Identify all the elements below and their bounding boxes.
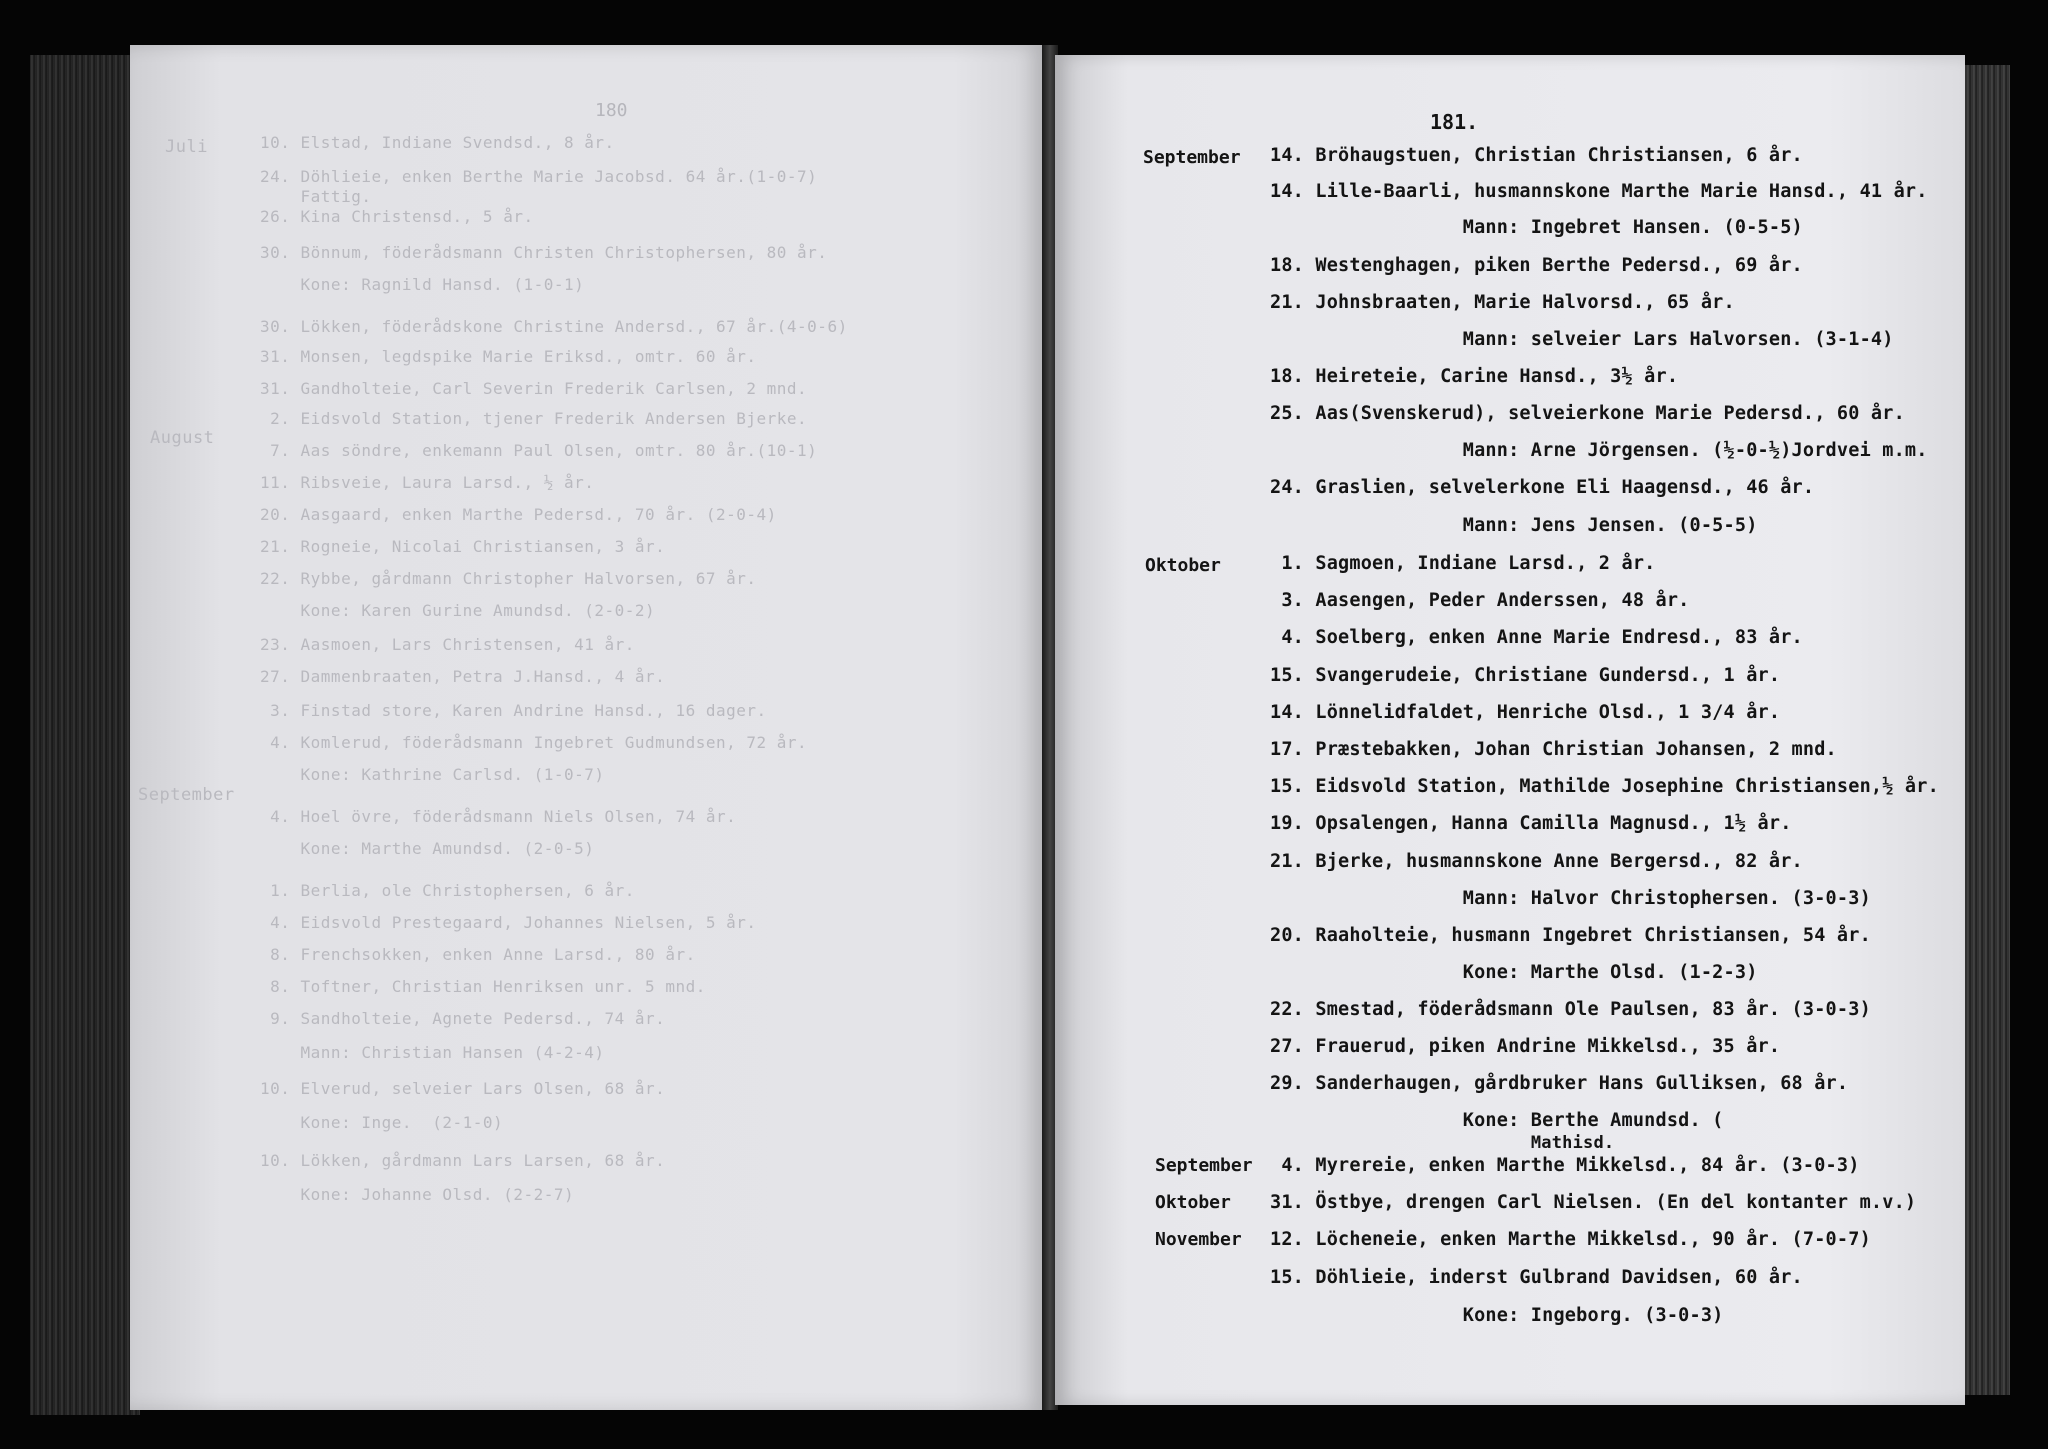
right-page <box>1055 55 1965 1405</box>
left-month-august: August <box>150 428 215 448</box>
book-edge-left <box>30 55 140 1415</box>
entry-line: 31. Östbye, drengen Carl Nielsen. (En del kontanter m.v.) <box>1270 1192 1917 1213</box>
left-line: 31. Monsen, legdspike Marie Eriksd., omtr. 60 år. <box>260 347 757 366</box>
entry-line: 14. Bröhaugstuen, Christian Christiansen, 6 år. <box>1270 145 1803 166</box>
left-line: 23. Aasmoen, Lars Christensen, 41 år. <box>260 635 635 654</box>
month-september: September <box>1143 147 1241 168</box>
month-oktober-2: Oktober <box>1155 1192 1231 1213</box>
left-line: 30. Lökken, föderådskone Christine Andersd., 67 år.(4-0-6) <box>260 317 848 336</box>
left-line: 24. Döhlieie, enken Berthe Marie Jacobsd. 64 år.(1-0-7) <box>260 167 818 186</box>
left-line: 26. Kina Christensd., 5 år. <box>260 207 534 226</box>
entry-line: 1. Sagmoen, Indiane Larsd., 2 år. <box>1270 553 1656 574</box>
entry-line: 4. Myrereie, enken Marthe Mikkelsd., 84 år. (3-0-3) <box>1270 1155 1860 1176</box>
left-line: 31. Gandholteie, Carl Severin Frederik Carlsen, 2 mnd. <box>260 379 808 398</box>
entry-line: Kone: Berthe Amundsd. ( <box>1270 1110 1724 1131</box>
entry-line: 18. Heireteie, Carine Hansd., 3½ år. <box>1270 366 1679 387</box>
entry-line: 21. Johnsbraaten, Marie Halvorsd., 65 år. <box>1270 292 1735 313</box>
left-line: Kone: Kathrine Carlsd. (1-0-7) <box>260 765 605 784</box>
month-oktober: Oktober <box>1145 555 1221 576</box>
left-line: 4. Eidsvold Prestegaard, Johannes Nielsen, 5 år. <box>260 913 757 932</box>
left-month-september: September <box>138 785 235 805</box>
entry-line: Mann: Ingebret Hansen. (0-5-5) <box>1270 217 1803 238</box>
entry-line: Mann: Jens Jensen. (0-5-5) <box>1270 515 1758 536</box>
entry-line-correction: Mathisd. <box>1270 1133 1615 1153</box>
left-line: Kone: Karen Gurine Amundsd. (2-0-2) <box>260 601 656 620</box>
left-line: 4. Hoel övre, föderådsmann Niels Olsen, 74 år. <box>260 807 737 826</box>
left-line: 3. Finstad store, Karen Andrine Hansd., 16 dager. <box>260 701 767 720</box>
entry-line: Mann: Halvor Christophersen. (3-0-3) <box>1270 888 1871 909</box>
left-line: Kone: Johanne Olsd. (2-2-7) <box>260 1185 575 1204</box>
left-line: Kone: Inge. (2-1-0) <box>260 1113 504 1132</box>
entry-line: 15. Eidsvold Station, Mathilde Josephine Christiansen,½ år. <box>1270 776 1939 797</box>
left-line: 7. Aas söndre, enkemann Paul Olsen, omtr. 80 år.(10-1) <box>260 441 818 460</box>
left-line: 2. Eidsvold Station, tjener Frederik Andersen Bjerke. <box>260 409 808 428</box>
left-line: 10. Lökken, gårdmann Lars Larsen, 68 år. <box>260 1151 666 1170</box>
left-line: 4. Komlerud, föderådsmann Ingebret Gudmundsen, 72 år. <box>260 733 808 752</box>
entry-line: 18. Westenghagen, piken Berthe Pedersd., 69 år. <box>1270 255 1803 276</box>
month-september-2: September <box>1155 1155 1253 1176</box>
left-page <box>130 45 1045 1410</box>
entry-line: 25. Aas(Svenskerud), selveierkone Marie Pedersd., 60 år. <box>1270 403 1905 424</box>
left-line: 11. Ribsveie, Laura Larsd., ½ år. <box>260 473 595 492</box>
entry-line: Kone: Marthe Olsd. (1-2-3) <box>1270 962 1758 983</box>
left-line: Kone: Marthe Amundsd. (2-0-5) <box>260 839 595 858</box>
entry-line: 15. Svangerudeie, Christiane Gundersd., 1 år. <box>1270 665 1781 686</box>
entry-line: Mann: selveier Lars Halvorsen. (3-1-4) <box>1270 329 1894 350</box>
left-line: 10. Elstad, Indiane Svendsd., 8 år. <box>260 133 615 152</box>
entry-line: Mann: Arne Jörgensen. (½-0-½)Jordvei m.m. <box>1270 440 1928 461</box>
left-line: 1. Berlia, ole Christophersen, 6 år. <box>260 881 635 900</box>
left-line: 20. Aasgaard, enken Marthe Pedersd., 70 år. (2-0-4) <box>260 505 777 524</box>
left-line: 10. Elverud, selveier Lars Olsen, 68 år. <box>260 1079 666 1098</box>
entry-line: 20. Raaholteie, husmann Ingebret Christiansen, 54 år. <box>1270 925 1871 946</box>
book-edge-right <box>1960 65 2010 1395</box>
left-line: 8. Frenchsokken, enken Anne Larsd., 80 år. <box>260 945 696 964</box>
left-line: 8. Toftner, Christian Henriksen unr. 5 mnd. <box>260 977 706 996</box>
entry-line: 14. Lönnelidfaldet, Henriche Olsd., 1 3/4 år. <box>1270 702 1781 723</box>
entry-line: 24. Graslien, selvelerkone Eli Haagensd., 46 år. <box>1270 477 1815 498</box>
left-line: 30. Bönnum, föderådsmann Christen Christophersen, 80 år. <box>260 243 828 262</box>
entry-line: 3. Aasengen, Peder Anderssen, 48 år. <box>1270 590 1690 611</box>
left-line: 9. Sandholteie, Agnete Pedersd., 74 år. <box>260 1009 666 1028</box>
entry-line: 12. Löcheneie, enken Marthe Mikkelsd., 90 år. (7-0-7) <box>1270 1229 1871 1250</box>
entry-line: 17. Præstebakken, Johan Christian Johansen, 2 mnd. <box>1270 739 1837 760</box>
entry-line: 29. Sanderhaugen, gårdbruker Hans Gulliksen, 68 år. <box>1270 1073 1849 1094</box>
left-line: Mann: Christian Hansen (4-2-4) <box>260 1043 605 1062</box>
left-line: 22. Rybbe, gårdmann Christopher Halvorsen, 67 år. <box>260 569 757 588</box>
entry-line: 19. Opsalengen, Hanna Camilla Magnusd., 1½ år. <box>1270 813 1792 834</box>
left-line: Kone: Ragnild Hansd. (1-0-1) <box>260 275 585 294</box>
right-page-number: 181. <box>1430 110 1479 134</box>
entry-line: 15. Döhlieie, inderst Gulbrand Davidsen, 60 år. <box>1270 1267 1803 1288</box>
left-line: Fattig. <box>260 187 372 206</box>
entry-line: 27. Frauerud, piken Andrine Mikkelsd., 35 år. <box>1270 1036 1781 1057</box>
entry-line: 14. Lille-Baarli, husmannskone Marthe Marie Hansd., 41 år. <box>1270 181 1928 202</box>
entry-line: 22. Smestad, föderådsmann Ole Paulsen, 83 år. (3-0-3) <box>1270 999 1871 1020</box>
entry-line: 21. Bjerke, husmannskone Anne Bergersd., 82 år. <box>1270 851 1803 872</box>
left-month-juli: Juli <box>165 137 208 157</box>
left-page-number: 180 <box>595 100 628 121</box>
entry-line: Kone: Ingeborg. (3-0-3) <box>1270 1305 1724 1326</box>
left-line: 27. Dammenbraaten, Petra J.Hansd., 4 år. <box>260 667 666 686</box>
entry-line: 4. Soelberg, enken Anne Marie Endresd., 83 år. <box>1270 627 1803 648</box>
month-november: November <box>1155 1229 1242 1250</box>
left-line: 21. Rogneie, Nicolai Christiansen, 3 år. <box>260 537 666 556</box>
